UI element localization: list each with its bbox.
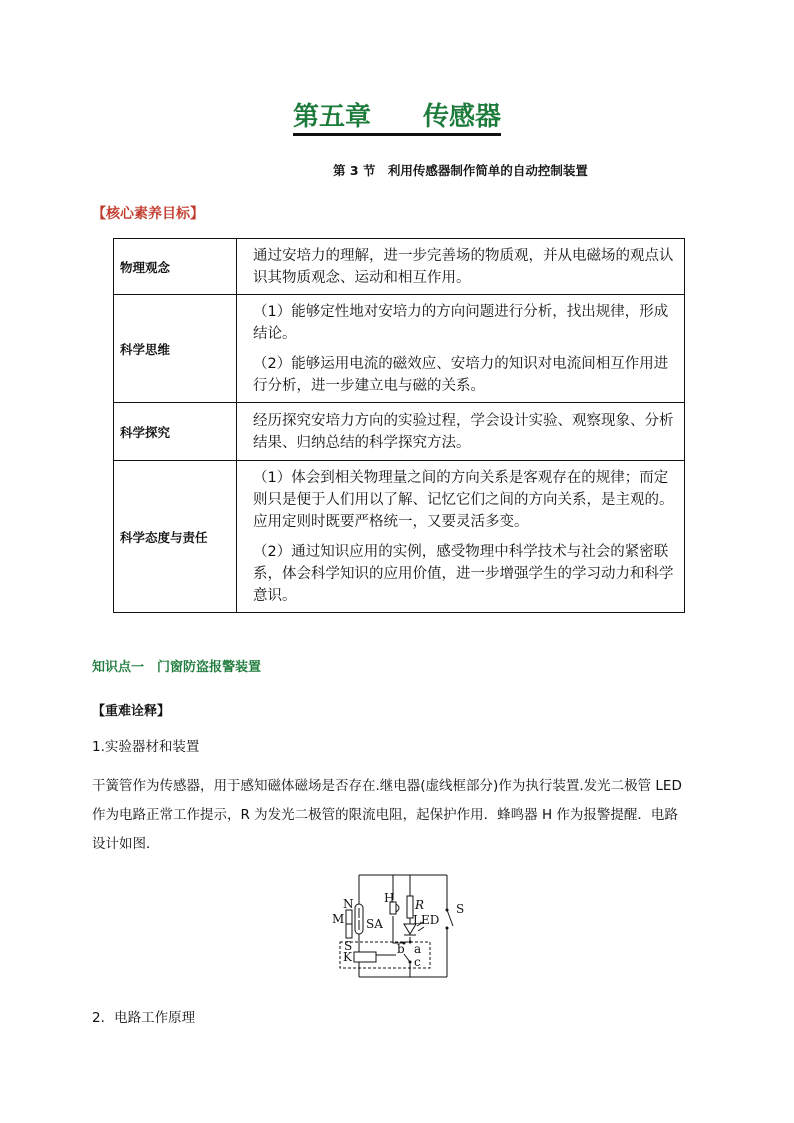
table-row <box>114 403 685 461</box>
goal-content <box>237 295 685 403</box>
goal-paragraph: （1）体会到相关物理量之间的方向关系是客观存在的规律；而定则只是便于人们用以了解、记忆它们之间的方向关系，是主观的。应用定则时既要严格统一，又要灵活多变。 <box>253 469 674 530</box>
goal-label: 科学态度与责任 <box>114 461 237 613</box>
label-r: R <box>415 898 425 912</box>
goal-label: 科学思维 <box>114 295 237 403</box>
label-k: K <box>343 950 352 964</box>
goal-paragraph: 经历探究安培力方向的实验过程，学会设计实验、观察现象、分析结果、归纳总结的科学探究方法。 <box>253 412 674 451</box>
label-s-magnet: S <box>344 939 353 953</box>
label-sa: SA <box>366 917 383 931</box>
knowledge-point-title: 知识点一 门窗防盗报警装置 <box>92 660 262 675</box>
goal-content <box>237 239 685 295</box>
label-s-switch: S <box>456 902 465 916</box>
goal-paragraph: （1）能够定性地对安培力的方向问题进行分析，找出规律，形成结论。 <box>253 303 669 342</box>
section-title: 第 3 节 利用传感器制作简单的自动控制装置 <box>333 163 588 178</box>
description-paragraph <box>92 772 704 859</box>
label-n: N <box>343 897 354 911</box>
magnet-s-pole <box>346 924 352 938</box>
item-1-heading: 1.实验器材和装置 <box>92 739 200 755</box>
label-a: a <box>414 942 422 956</box>
magnet-n-pole <box>346 910 352 924</box>
switch-s <box>447 910 453 926</box>
label-c: c <box>414 955 421 969</box>
goal-paragraph: 通过安培力的理解，进一步完善场的物质观，并从电磁场的观点认识其物质观念、运动和相互作用。 <box>253 247 674 286</box>
goal-paragraph: （2）能够运用电流的磁效应、安培力的知识对电流间相互作用进行分析，进一步建立电与磁的关系。 <box>253 355 669 394</box>
goal-paragraph: （2）通过知识应用的实例，感受物理中科学技术与社会的紧密联系，体会科学知识的应用价值，进一步增强学生的学习动力和科学意识。 <box>253 543 674 604</box>
goals-table <box>113 238 685 613</box>
paragraph-line: 作为电路正常工作提示，R 为发光二极管的限流电阻，起保护作用．蜂鸣器 H 作为报警提醒．电路 <box>92 807 678 823</box>
goal-label: 物理观念 <box>114 239 237 295</box>
item-2-heading: 2．电路工作原理 <box>92 1010 196 1026</box>
table-row <box>114 461 685 613</box>
paragraph-line: 干簧管作为传感器，用于感知磁体磁场是否存在.继电器(虚线框部分)作为执行装置.发光二极管 LED <box>92 778 682 794</box>
label-h: H <box>384 891 395 905</box>
goal-content <box>237 403 685 461</box>
table-row <box>114 295 685 403</box>
paragraph-line: 设计如图． <box>92 836 160 852</box>
circuit-diagram <box>324 862 474 984</box>
goal-label: 科学探究 <box>114 403 237 461</box>
chapter-title: 第五章 传感器 <box>0 96 794 133</box>
relay-coil-k <box>354 952 376 962</box>
explanation-heading: 【重难诠释】 <box>92 704 171 719</box>
label-m: M <box>332 912 345 926</box>
table-row <box>114 239 685 295</box>
core-goals-heading: 【核心素养目标】 <box>92 206 204 222</box>
label-led: LED <box>413 913 440 927</box>
relay-contact-arm <box>404 954 410 962</box>
label-b: b <box>397 942 405 956</box>
goal-content <box>237 461 685 613</box>
